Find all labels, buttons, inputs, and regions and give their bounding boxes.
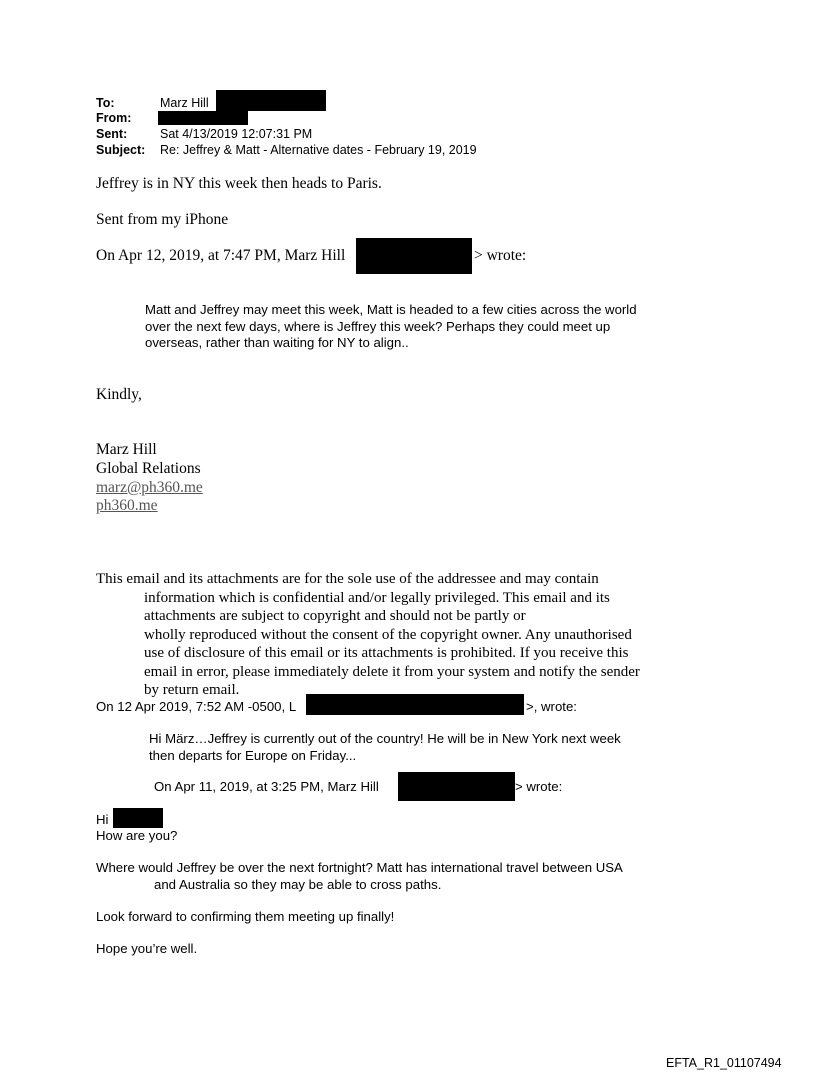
message-line: then departs for Europe on Friday... [149,747,357,763]
redaction-bar [306,694,524,715]
quoted-message [145,302,637,352]
question-line: Where would Jeffrey be over the next fortnight? Matt has international travel between USA [96,860,623,875]
redaction-bar [158,111,248,125]
disclaimer-line: by return email. [144,682,240,698]
message-line: Matt and Jeffrey may meet this week, Matt is headed to a few cities across the world [145,302,637,317]
reply-signature: Sent from my iPhone [96,211,229,228]
redaction-bar [398,772,515,801]
sent-value: Sat 4/13/2019 12:07:31 PM [160,127,313,141]
disclaimer-line: attachments are subject to copyright and should not be partly or [144,608,526,624]
nested-quote-intro: On Apr 11, 2019, at 3:25 PM, Marz Hill [154,779,379,794]
quoted-reply [149,731,621,764]
second-quote-intro-suffix: >, wrote: [526,699,577,714]
disclaimer-line: This email and its attachments are for the sole use of the addressee and may contain [96,571,599,587]
disclaimer-line: wholly reproduced without the consent of the copyright owner. Any unauthorised [144,626,632,643]
look-forward-line: Look forward to confirming them meeting up finally! [96,909,395,924]
document-id: EFTA_R1_01107494 [666,1056,782,1070]
closing: Kindly, [96,386,142,403]
second-quote-intro: On 12 Apr 2019, 7:52 AM -0500, L [96,699,297,714]
quote-intro: On Apr 12, 2019, at 7:47 PM, Marz Hill [96,247,346,264]
signature-website-link[interactable]: ph360.me [96,497,158,514]
greeting: Hi [96,812,109,827]
sent-label: Sent: [96,127,128,141]
signature-email-link[interactable]: marz@ph360.me [96,479,203,496]
to-label: To: [96,96,115,110]
signature-title: Global Relations [96,460,201,477]
to-value: Marz Hill [160,96,209,110]
nested-quote-intro-suffix: > wrote: [515,779,563,794]
signature-name: Marz Hill [96,441,157,458]
from-label: From: [96,111,132,125]
message-line: Hi März…Jeffrey is currently out of the country! He will be in New York next week [149,731,621,746]
redaction-bar [216,90,326,111]
message-line: over the next few days, where is Jeffrey this week? Perhaps they could meet up [145,318,611,334]
disclaimer-line: email in error, please immediately delete it from your system and notify the sender [144,663,640,680]
disclaimer [96,570,676,700]
disclaimer-line: use of disclosure of this email or its attachments is prohibited. If you receive this [144,645,629,661]
quote-intro-suffix: > wrote: [474,247,527,264]
question-line: and Australia so they may be able to cross paths. [154,877,442,892]
reply-text: Jeffrey is in NY this week then heads to Paris. [96,175,382,192]
disclaimer-line: information which is confidential and/or legally privileged. This email and its [144,589,610,606]
redaction-bar [113,808,163,828]
how-are-you: How are you? [96,828,178,843]
subject-label: Subject: [96,143,146,157]
redaction-bar [356,238,472,274]
message-line: overseas, rather than waiting for NY to align.. [145,335,409,350]
subject-value: Re: Jeffrey & Matt - Alternative dates - February 19, 2019 [160,143,477,157]
hope-line: Hope you’re well. [96,941,198,956]
